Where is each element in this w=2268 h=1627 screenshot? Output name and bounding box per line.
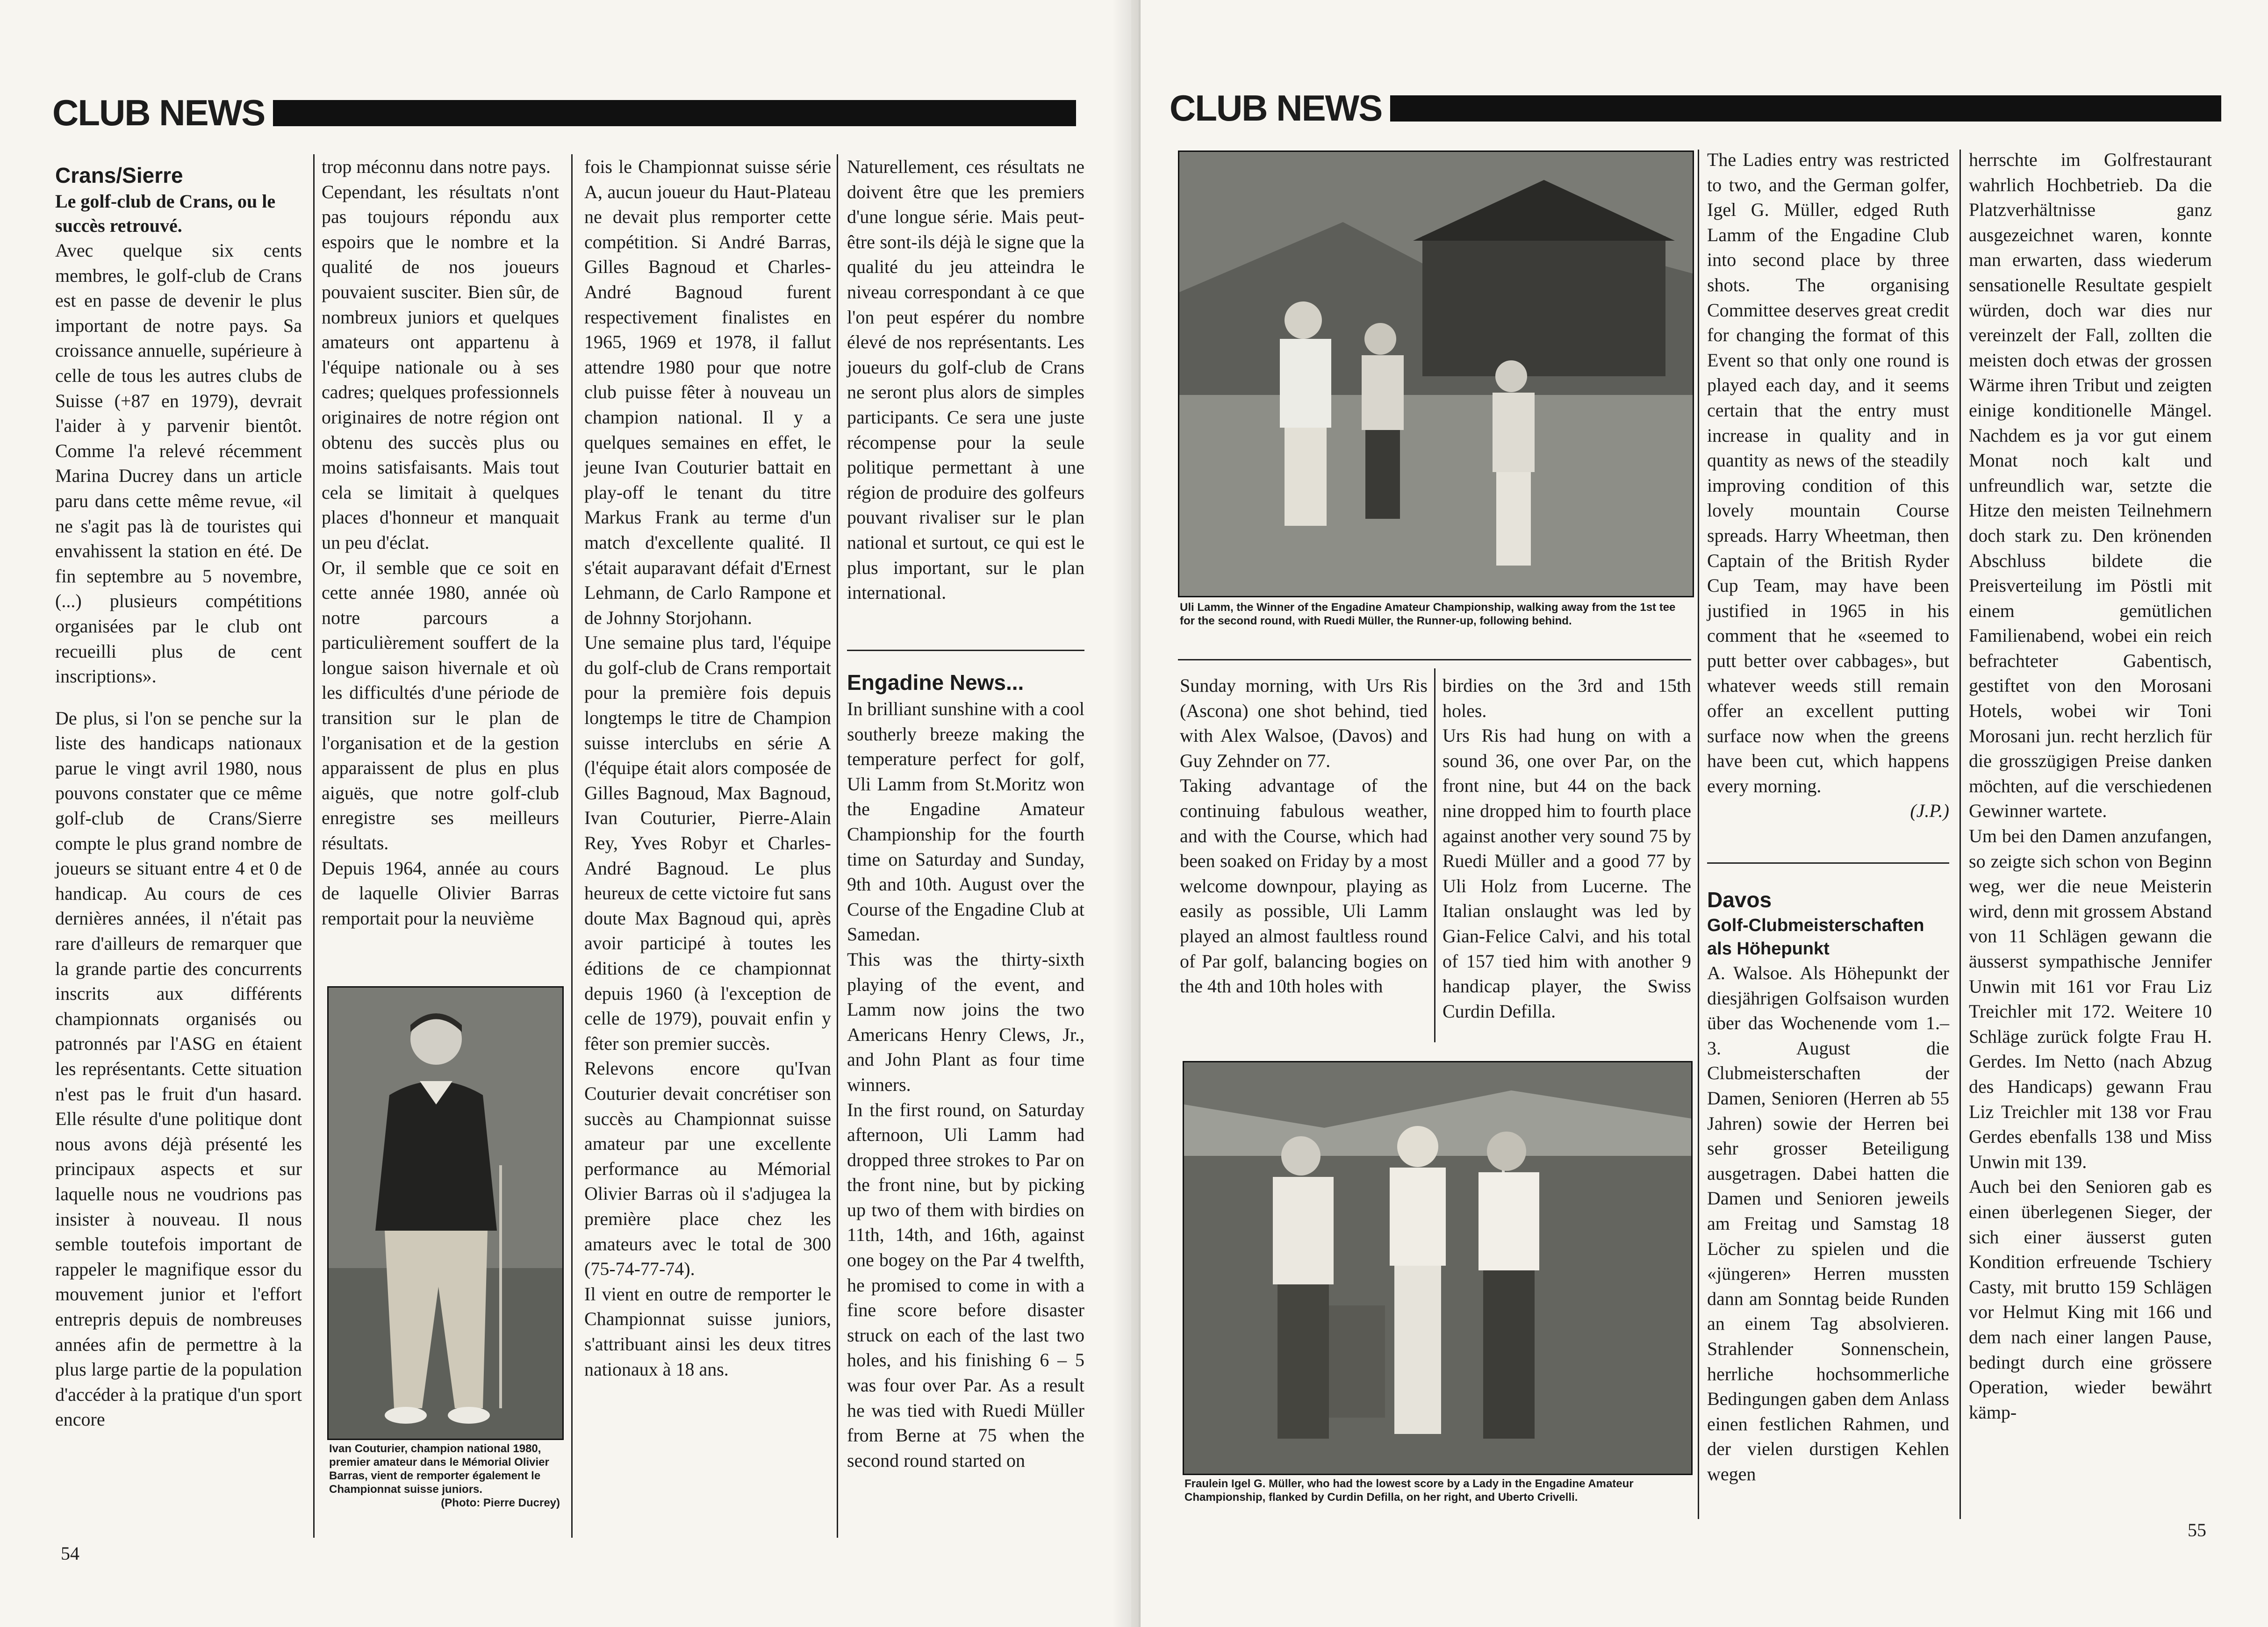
- crans-column-4: [847, 154, 1084, 605]
- crans-paragraph: Depuis 1964, année au cours de laquelle Olivier Barras remportait pour la neuvième: [322, 857, 559, 929]
- masthead-left: [52, 92, 1076, 134]
- crans-paragraph: Avec quelque six cents membres, le golf-club de Crans est en passe de devenir le plus important de notre pays. Sa croissance annuelle, supérieure à celle de tous les autres clubs de Suisse (+87 en 1979), devrait l'aider à y parvenir bientôt. Comme l'a relevé récemment Marina Ducrey dans un article paru dans cette même revue, «il ne s'agit pas là de touristes qui envahissent la station en été. De fin septembre au 5 novembre, (...) plusieurs compétitions organisées par le club ont recueilli plus de cent inscriptions».: [55, 240, 302, 687]
- golfer-illustration: [329, 988, 562, 1439]
- crans-paragraph: Naturellement, ces résultats ne doivent être que les premiers d'une longue série. Mais peut-être sont-ils déjà le signe que la qualité du jeu atteindra le niveau correspondant à ce que l'on peut espérer du nombre élevé de nos représentants. Les joueurs du golf-club de Crans ne seront plus alors de simples participants. Ce sera une juste récompense pour la seule politique permettant à une région de produire des golfeurs pouvant rivaliser sur le plan national et surtout, ce qui est le plus important, sur le plan international.: [847, 156, 1084, 603]
- engadine-column-2: [1180, 673, 1428, 999]
- signature: (J.P.): [1910, 800, 1949, 822]
- column-rule: [837, 154, 838, 1538]
- masthead-title: CLUB NEWS: [1170, 87, 1382, 129]
- couturier-photo: [327, 986, 564, 1440]
- crans-paragraph: Une semaine plus tard, l'équipe du golf-club de Crans remportait pour la première fois depuis longtemps le titre de Champion suisse interclubs en série A (l'équipe était alors composée de Gilles Bagnoud, Max Bagnoud, Ivan Couturier, Pierre-Alain Rey, Yves Robyr et Charles-André Bagnoud. Le plus heureux de cette victoire fut sans doute Max Bagnoud qui, après avoir participé à toutes les éditions de ce championnat depuis 1960 (à l'exception de celle de 1979), pouvait enfin y fêter son premier succès.: [584, 632, 831, 1054]
- crans-paragraph: Or, il semble que ce soit en cette année 1980, année où notre parcours a particulièrement souffert de la longue saison hivernale et où les difficultés d'une période de transition sur le plan de l'organisation et de la gestion apparaissent de plus en plus aiguës, que notre golf-club enregistre ses meilleurs résultats.: [322, 557, 559, 854]
- page-number-right: 55: [2188, 1519, 2206, 1541]
- crans-column-2: [322, 154, 559, 931]
- section-rule: [847, 650, 1084, 651]
- engadine-paragraph: Sunday morning, with Urs Ris (Ascona) one shot behind, tied with Alex Walsoe, (Davos) and Guy Zehnder on 77.: [1180, 675, 1428, 771]
- crans-heading: Crans/Sierre: [55, 163, 183, 187]
- masthead-right: [1170, 87, 2221, 129]
- engadine-heading: Engadine News...: [847, 670, 1024, 695]
- right-page: [1141, 0, 2268, 1627]
- engadine-paragraph: This was the thirty-sixth playing of the event, and Lamm now joins the two Americans Henry Clews, Jr., and John Plant as four time winners.: [847, 948, 1084, 1095]
- crans-column-3: [584, 154, 831, 1382]
- engadine-paragraph: birdies on the 3rd and 15th holes.: [1443, 675, 1691, 721]
- davos-paragraph: Um bei den Damen anzufangen, so zeigte sich schon von Beginn weg, wer die neue Meisterin wird, denn mit grossem Abstand von 11 Schlägen gewann die äusserst sympathische Jennifer Unwin mit 161 vor Frau Liz Treichler mit 172. Weitere 10 Schläge zurück folgte Frau H. Gerdes. Im Netto (nach Abzug des Handicaps) gewann Frau Liz Treichler mit 138 vor Frau Gerdes ebenfalls 138 und Miss Unwin mit 139.: [1969, 825, 2212, 1172]
- masthead-bar: [1390, 95, 2221, 122]
- engadine-paragraph: In the first round, on Saturday afternoon, Uli Lamm had dropped three strokes to Par on the front nine, but by picking up two of them with birdies on 11th, 14th, and 16th, against one bogey on the Par 4 twelfth, he promised to come in with a fine score before disaster struck on each of the last two holes, and his finishing 6 – 5 was four over Par. As a result he was tied with Ruedi Müller from Berne at 75 when the second round started on: [847, 1099, 1084, 1471]
- masthead-title: CLUB NEWS: [52, 92, 265, 133]
- column-rule: [313, 154, 315, 1538]
- engadine-column-4: [1707, 147, 1949, 824]
- engadine-paragraph: Taking advantage of the continuing fabulous weather, and with the Course, which had been soaked on Friday by a most welcome downpour, playing as easily as possible, Uli Lamm played an almost faultless round of Par golf, balancing bogies on the 4th and 10th holes with: [1180, 775, 1428, 997]
- section-rule: [1707, 862, 1949, 864]
- column-rule: [1698, 150, 1699, 1519]
- section-rule: [1178, 659, 1691, 660]
- engadine-column: [847, 668, 1084, 1473]
- davos-subheading: Golf-Clubmeisterschaften als Höhepunkt: [1707, 916, 1924, 959]
- engadine-column-3: [1443, 673, 1691, 1024]
- crans-column-1: [55, 161, 302, 1432]
- masthead-bar: [273, 100, 1076, 126]
- column-rule: [1434, 668, 1435, 1042]
- left-page: [0, 0, 1131, 1627]
- igel-mueller-photo: [1183, 1061, 1693, 1475]
- crans-paragraph: Cependant, les résultats n'ont pas toujours répondu aux espoirs que le nombre et la qualité de nos joueurs pouvaient susciter. Bien sûr, de nombreux juniors et quelques amateurs ont appartenu à l'équipe nationale ou à ses cadres; quelques professionnels originaires de notre région ont obtenu des succès plus ou moins satisfaisants. Mais tout cela se limitait à quelques places d'honneur et manquait un peu d'éclat.: [322, 181, 559, 553]
- crans-subheading: Le golf-club de Crans, ou le succès retrouvé.: [55, 191, 276, 236]
- davos-column: [1707, 886, 1949, 1486]
- couturier-caption-text: Ivan Couturier, champion national 1980, premier amateur dans le Mémorial Olivier Barras, vient de remporter également le Championnat suisse juniors.: [329, 1442, 549, 1496]
- page-number-left: 54: [61, 1543, 79, 1564]
- crans-paragraph: De plus, si l'on se penche sur la liste des handicaps nationaux parue le vingt avril 1980, nous pouvons constater que ce même golf-club de Crans/Sierre compte le plus grand nombre de joueurs se situant entre 4 et 0 de handicap. Au cours de ces dernières années, il n'était pas rare d'ailleurs de remarquer que la grande partie des concurrents inscrits aux différents championnats organisés ou patronnés par l'ASG en étaient les représentants. Cette situation n'est pas le fruit d'un hasard. Elle résulte d'une politique dont nous avons déjà présenté les principaux aspects et sur laquelle nous ne voudrions pas insister à nouveau. Il nous semble toutefois important de rappeler le magnifique essor du mouvement junior et l'effort entrepris depuis de nombreuses années afin de permettre à la plus large partie de la population d'accéder à la pratique d'un sport encore: [55, 707, 302, 1430]
- green-illustration: [1184, 1062, 1691, 1474]
- engadine-paragraph: Urs Ris had hung on with a sound 36, one over Par, on the front nine, but 44 on the back nine dropped him to fourth place against another very sound 75 by Ruedi Müller and a good 77 by Uli Holz from Lucerne. The Italian onslaught was led by Gian-Felice Calvi, and his total of 157 tied him with another 9 handicap player, the Swiss Curdin Defilla.: [1443, 725, 1691, 1022]
- uli-lamm-photo: [1178, 151, 1694, 597]
- davos-paragraph: herrschte im Golfrestaurant wahrlich Hochbetrieb. Da die Platzverhältnisse ganz ausgezeichnet waren, konnte man erwarten, dass wiederum sensationelle Resultate gespielt würden, doch war dies nur vereinzelt der Fall, zollten die meisten doch etwas der grossen Wärme ihren Tribut und zeigten einige konditionelle Mängel. Nachdem es ja vor gut einem Monat noch kalt und unfreundlich war, setzte die Hitze den meisten Teilnehmern doch stark zu. Den krönenden Abschluss bildete die Preisverteilung im Pöstli mit einem gemütlichen Familienabend, wobei ein reich befrachteter Gabentisch, gestiftet von den Morosani Hotels, wobei wir Toni Morosani jun. recht herzlich für die grosszügigen Preise danken möchten, auf die verschiedenen Gewinner wartete.: [1969, 149, 2212, 822]
- fairway-illustration: [1179, 152, 1693, 596]
- crans-paragraph: Il vient en outre de remporter le Championnat suisse juniors, s'attribuant ainsi les deux titres nationaux à 18 ans.: [584, 1283, 831, 1380]
- davos-heading: Davos: [1707, 888, 1772, 912]
- davos-paragraph: A. Walsoe. Als Höhepunkt der diesjährigen Golfsaison wurden über das Wochenende vom 1.–3. August die Clubmeisterschaften der Damen, Senioren (Herren ab 55 Jahren) sowie der Herren bei sehr grosser Beteiligung ausgetragen. Dabei hatten die Damen und Senioren jeweils am Freitag und Samstag 18 Löcher zu spielen und die «jüngeren» Herren mussten dann am Sonntag beide Runden an einem Tag absolvieren. Strahlender Sonnenschein, herrliche hochsommerliche Bedingungen gaben dem Anlass einen festlichen Rahmen, und der vielen durstigen Kehlen wegen: [1707, 962, 1949, 1484]
- photo-credit: (Photo: Pierre Ducrey): [441, 1497, 560, 1509]
- davos-column-2: [1969, 147, 2212, 1425]
- crans-paragraph: trop méconnu dans notre pays.: [322, 156, 551, 177]
- crans-paragraph: fois le Championnat suisse série A, aucun joueur du Haut-Plateau ne devait plus remporter cette compétition. Si André Barras, Gilles Bagnoud et Charles-André Bagnoud furent respectivement finalistes en 1965, 1969 et 1978, il fallut attendre 1980 pour que notre club puisse fêter à nouveau un champion national. Il y a quelques semaines en effet, le jeune Ivan Couturier battait en play-off le tenant du titre Markus Frank au terme d'un match d'excellente qualité. Il s'était auparavant défait d'Ernest Lehmann, de Carlo Rampone et de Johnny Storjohann.: [584, 156, 831, 628]
- engadine-paragraph: The Ladies entry was restricted to two, and the German golfer, Igel G. Müller, edged Ruth Lamm of the Engadine Club into second place by three shots. The organising Committee deserves great credit for changing the format of this Event so that only one round is played each day, and it seems certain that the entry must increase in quality and in quantity as news of the steadily improving condition of this lovely mountain Course spreads. Harry Wheetman, then Captain of the British Ryder Cup Team, may have been justified in 1965 in his comment that he «seemed to putt better over cabbages», but whatever weeds still remain offer an excellent putting surface now when the greens have been cut, which happens every morning.: [1707, 149, 1949, 796]
- crans-paragraph: Relevons encore qu'Ivan Couturier devait concrétiser son succès au Championnat suisse amateur par une excellente performance au Mémorial Olivier Barras où il s'adjugea la première place chez les amateurs avec le total de 300 (75-74-77-74).: [584, 1058, 831, 1280]
- igel-mueller-caption: Fraulein Igel G. Müller, who had the lowest score by a Lady in the Engadine Amateur Championship, flanked by Curdin Defilla, on her right, and Uberto Crivelli.: [1184, 1477, 1634, 1504]
- engadine-paragraph: In brilliant sunshine with a cool southerly breeze making the temperature perfect for golf, Uli Lamm from St.Moritz won the Engadine Amateur Championship for the fourth time on Saturday and Sunday, 9th and 10th. August over the Course of the Engadine Club at Samedan.: [847, 698, 1084, 945]
- davos-paragraph: Auch bei den Senioren gab es einen überlegenen Sieger, der sich einer äusserst guten Kondition erfreuende Tschiery Casty, mit brutto 159 Schlägen vor Helmut King mit 166 und dem nach einer langen Pause, bedingt durch eine grössere Operation, wieder bewährt kämp-: [1969, 1176, 2212, 1423]
- couturier-caption: [329, 1442, 560, 1510]
- column-rule: [571, 154, 573, 1538]
- column-rule: [1959, 150, 1961, 1519]
- uli-lamm-caption: Uli Lamm, the Winner of the Engadine Amateur Championship, walking away from the 1st tee for the second round, with Ruedi Müller, the Runner-up, following behind.: [1180, 601, 1676, 627]
